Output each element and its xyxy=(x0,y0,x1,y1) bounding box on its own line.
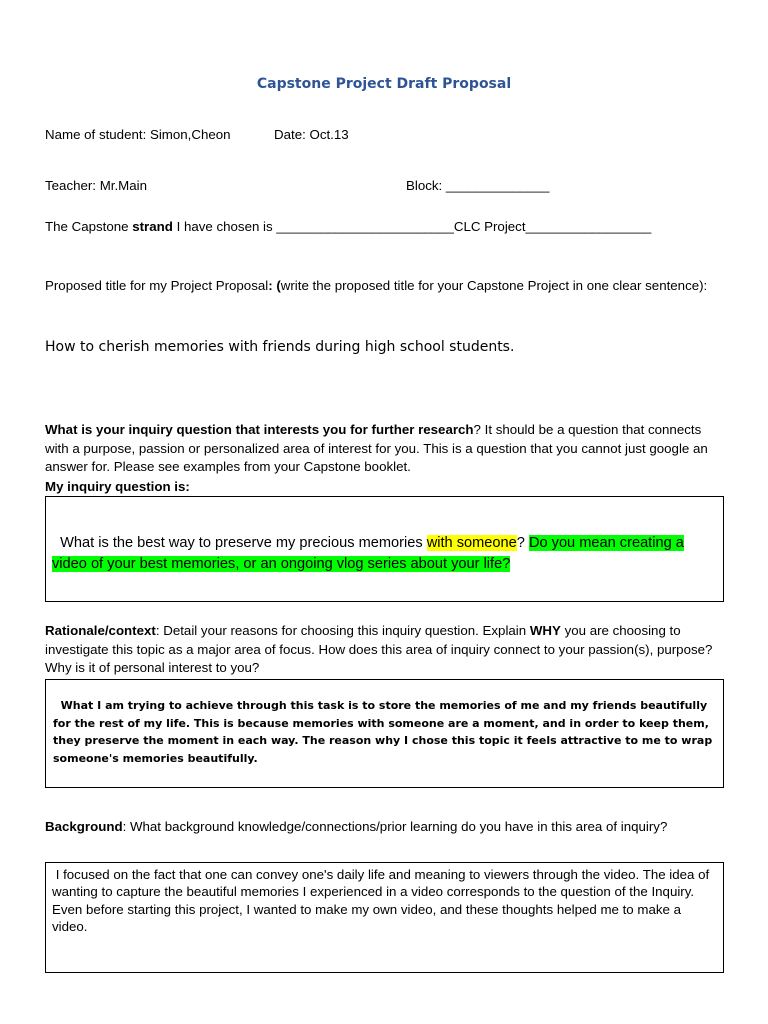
rationale-answer-box[interactable] xyxy=(45,679,724,788)
rationale-text-b: you are choosing to investigate this topic as a major area of focus. How does this area of inquiry connect to your passion(s), purpose? Why is it of personal interest to you? xyxy=(45,623,713,675)
background-answer-text: I focused on the fact that one can convey one's daily life and meaning to viewers through the video. The idea of wanting to capture the beautiful memories I experienced in a video corresponds to the question of the Inquiry. Even before starting this project, I wanted to make my own video, and these thoughts helped me to make a video. xyxy=(52,867,710,934)
inquiry-prompt-rest: ? It should be a question that connects with a purpose, passion or personalized area of interest for you. This is a question that you cannot just google an answer for. Please see examples from your Capstone booklet. xyxy=(45,422,708,474)
inquiry-label: My inquiry question is: xyxy=(45,479,190,494)
teacher-name: Teacher: Mr.Main xyxy=(45,178,147,193)
background-text: : What background knowledge/connections/prior learning do you have in this area of inquiry? xyxy=(122,819,668,834)
highlight-green-comment: Do you mean creating a video of your best memories, or an ongoing vlog series about your life? xyxy=(52,535,684,572)
strand-bold: strand xyxy=(132,219,173,234)
rationale-answer-text: What I am trying to achieve through this task is to store the memories of me and my friends beautifully for the rest of my life. This is because memories with someone are a moment, and in order to keep them, they preserve the moment in each way. The reason why I chose this topic it feels attractive to me to wrap someone's memories beautifully. xyxy=(53,699,713,765)
student-name: Name of student: Simon,Cheon xyxy=(45,127,231,142)
inquiry-prompt xyxy=(45,421,725,477)
proposed-title-prompt-c: write the proposed title for your Capstone Project in one clear sentence): xyxy=(280,278,708,293)
rationale-why: WHY xyxy=(529,623,561,638)
inquiry-answer-mid: ? xyxy=(516,535,529,551)
rationale-answer xyxy=(46,680,723,767)
proposed-title-prompt-b: : ( xyxy=(268,278,281,293)
background-answer-box[interactable] xyxy=(45,862,724,973)
background-answer xyxy=(46,863,723,935)
highlight-yellow: with someone xyxy=(426,535,517,551)
rationale-text-a: : Detail your reasons for choosing this inquiry question. Explain xyxy=(155,623,530,638)
strand-suffix: I have chosen is ________________________CLC Project_________________ xyxy=(172,219,652,234)
proposed-title-prompt xyxy=(45,277,725,296)
inquiry-answer-box[interactable] xyxy=(45,496,724,602)
rationale-bold: Rationale/context xyxy=(45,623,156,638)
proposed-title-answer: How to cherish memories with friends during high school students. xyxy=(45,339,515,355)
date: Date: Oct.13 xyxy=(274,127,349,142)
proposed-title-prompt-a: Proposed title for my Project Proposal xyxy=(45,278,269,293)
document-title: Capstone Project Draft Proposal xyxy=(256,76,512,92)
inquiry-prompt-bold: What is your inquiry question that interests you for further research xyxy=(45,422,474,437)
background-bold: Background xyxy=(45,819,123,834)
background-prompt xyxy=(45,818,667,835)
strand-line xyxy=(45,218,651,235)
block-field: Block: ______________ xyxy=(406,178,550,193)
strand-prefix: The Capstone xyxy=(45,219,133,234)
inquiry-answer-start: What is the best way to preserve my precious memories xyxy=(60,535,427,551)
rationale-prompt xyxy=(45,622,725,678)
inquiry-answer xyxy=(46,497,723,575)
